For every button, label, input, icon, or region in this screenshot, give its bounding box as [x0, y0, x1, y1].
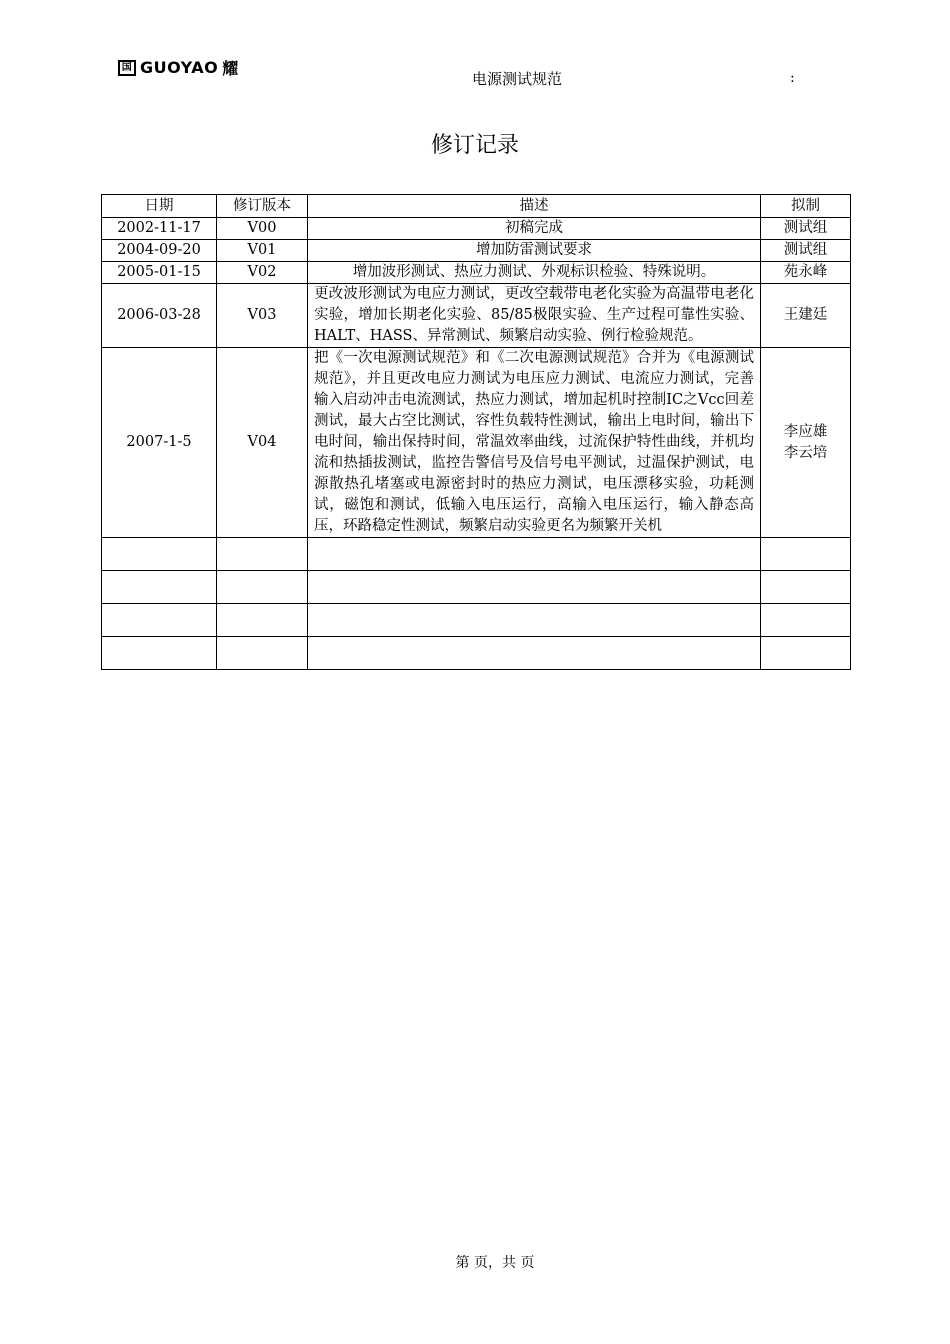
- empty-row: [102, 538, 851, 571]
- table-header-row: [102, 195, 851, 218]
- table-row: [102, 284, 851, 348]
- author-name: 李云培: [783, 444, 828, 461]
- header-title: 电源测试规范: [471, 70, 562, 88]
- empty-cell: [308, 538, 761, 571]
- table-row: [102, 218, 851, 240]
- cell-author: 王建廷: [761, 284, 851, 348]
- author-name: 李应雄: [783, 423, 828, 440]
- empty-row: [102, 637, 851, 670]
- logo-suffix: 耀: [222, 59, 239, 78]
- cell-date: 2004-09-20: [102, 240, 217, 262]
- empty-cell: [217, 538, 308, 571]
- cell-author: 苑永峰: [761, 262, 851, 284]
- cell-version: V02: [217, 262, 308, 284]
- empty-cell: [308, 604, 761, 637]
- cell-date: 2002-11-17: [102, 218, 217, 240]
- page-footer: 第 页，共 页: [455, 1255, 535, 1271]
- empty-cell: [761, 604, 851, 637]
- empty-cell: [308, 571, 761, 604]
- empty-cell: [102, 604, 217, 637]
- cell-date: 2007-1-5: [102, 348, 217, 538]
- cell-author: 测试组: [761, 240, 851, 262]
- logo-text: GUOYAO: [140, 58, 219, 77]
- cell-version: V03: [217, 284, 308, 348]
- page-title: 修订记录: [430, 133, 519, 158]
- empty-cell: [102, 637, 217, 670]
- cell-author: 测试组: [761, 218, 851, 240]
- column-header-version: 修订版本: [217, 195, 308, 218]
- cell-author: [761, 348, 851, 538]
- table-row: [102, 262, 851, 284]
- empty-row: [102, 604, 851, 637]
- logo-mark: 国: [118, 60, 136, 76]
- cell-date: 2006-03-28: [102, 284, 217, 348]
- cell-version: V00: [217, 218, 308, 240]
- cell-description: 把《一次电源测试规范》和《二次电源测试规范》合并为《电源测试规范》，并且更改电应力测试为电压应力测试、电流应力测试，完善输入启动冲击电流测试，热应力测试，增加起机时控制IC之Vcc回差测试，最大占空比测试，容性负载特性测试，输出上电时间，输出下电时间，输出保持时间，常温效率曲线，过流保护特性曲线，并机均流和热插拔测试，监控告警信号及信号电平测试，过温保护测试，电源散热孔堵塞或电源密封时的热应力测试，电压漂移实验，功耗测试，磁饱和测试，低输入电压运行，高输入电压运行，输入静态高压，环路稳定性测试，频繁启动实验更名为频繁开关机: [308, 348, 761, 538]
- empty-cell: [217, 571, 308, 604]
- table-row: [102, 348, 851, 538]
- table-row: [102, 240, 851, 262]
- cell-description: 更改波形测试为电应力测试，更改空载带电老化实验为高温带电老化实验，增加长期老化实验、85/85极限实验、生产过程可靠性实验、HALT、HASS、异常测试、频繁启动实验、例行检验规范。: [308, 284, 761, 348]
- header-colon: :: [790, 70, 795, 86]
- column-header-author: 拟制: [761, 195, 851, 218]
- empty-cell: [217, 604, 308, 637]
- cell-description: 增加波形测试、热应力测试、外观标识检验、特殊说明。: [308, 262, 761, 284]
- cell-description: 初稿完成: [308, 218, 761, 240]
- cell-version: V04: [217, 348, 308, 538]
- empty-cell: [761, 571, 851, 604]
- empty-cell: [102, 571, 217, 604]
- empty-cell: [761, 538, 851, 571]
- cell-version: V01: [217, 240, 308, 262]
- empty-cell: [761, 637, 851, 670]
- empty-cell: [217, 637, 308, 670]
- empty-row: [102, 571, 851, 604]
- empty-cell: [308, 637, 761, 670]
- revision-table: [101, 194, 851, 670]
- column-header-description: 描述: [308, 195, 761, 218]
- column-header-date: 日期: [102, 195, 217, 218]
- empty-cell: [102, 538, 217, 571]
- cell-date: 2005-01-15: [102, 262, 217, 284]
- cell-description: 增加防雷测试要求: [308, 240, 761, 262]
